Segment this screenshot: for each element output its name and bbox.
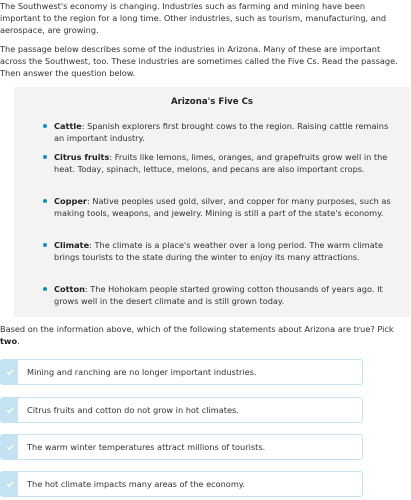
item-text: : The climate is a place's weather over a long period. The warm climate brings tourists to the state during the winter to enjoy its many attractions. [54, 240, 383, 263]
bullet-icon [43, 243, 47, 247]
question-emphasis: two [0, 336, 18, 347]
answer-choice[interactable] [0, 359, 363, 385]
item-term: Citrus fruits [54, 152, 110, 162]
choice-label: The warm winter temperatures attract millions of tourists. [27, 442, 266, 452]
check-icon [6, 480, 14, 488]
item-text: : Native peoples used gold, silver, and copper for many purposes, such as making tools, weapons, and jewelry. Mining is still a part of the state's economy. [54, 196, 391, 219]
bullet-icon [43, 287, 47, 291]
checkbox-tab [1, 435, 18, 459]
answer-choice[interactable] [0, 434, 363, 460]
item-text: : The Hohokam people started growing cotton thousands of years ago. It grows well in the desert climate and is still grown today. [54, 284, 383, 307]
check-icon [6, 443, 14, 451]
checkbox-tab [1, 472, 18, 496]
bullet-icon [43, 124, 47, 128]
check-icon [6, 368, 14, 376]
choice-label: The hot climate impacts many areas of the economy. [27, 479, 246, 489]
item-term: Cattle [54, 121, 82, 131]
question-prompt [0, 323, 405, 347]
intro-paragraph: The passage below describes some of the industries in Arizona. Many of these are important across the Southwest, too. These industries are sometimes called the Five Cs. Read the passage. Then answer the question below. [0, 44, 398, 79]
item-term: Copper [54, 196, 87, 206]
answer-choice[interactable] [0, 397, 363, 423]
choice-label: Citrus fruits and cotton do not grow in hot climates. [27, 405, 239, 415]
item-term: Cotton [54, 284, 85, 294]
checkbox-tab [1, 360, 18, 384]
bullet-icon [43, 199, 47, 203]
list-item-copper [54, 195, 394, 219]
list-item-cotton [54, 283, 394, 307]
list-item-citrus [54, 151, 394, 175]
bullet-icon [43, 155, 47, 159]
list-item-climate [54, 239, 394, 263]
item-text: : Fruits like lemons, limes, oranges, and grapefruits grow well in the heat. Today, spinach, lettuce, melons, and pecans are also important crops. [54, 152, 388, 175]
passage-title: Arizona's Five Cs [170, 97, 254, 107]
item-term: Climate [54, 240, 90, 250]
answer-choice[interactable] [0, 471, 363, 497]
list-item-cattle [54, 120, 394, 144]
checkbox-tab [1, 398, 18, 422]
intro-paragraph: The Southwest's economy is changing. Industries such as farming and mining have been important to the region for a long time. Other industries, such as tourism, manufacturing, and aerospace, are growing. [0, 1, 387, 36]
choice-label: Mining and ranching are no longer important industries. [27, 367, 257, 377]
question-suffix: . [17, 336, 20, 347]
item-text: : Spanish explorers first brought cows to the region. Raising cattle remains an important industry. [54, 121, 389, 144]
check-icon [6, 406, 14, 414]
passage-box [14, 87, 410, 317]
question-text: Based on the information above, which of the following statements about Arizona are true? Pick [0, 324, 394, 334]
